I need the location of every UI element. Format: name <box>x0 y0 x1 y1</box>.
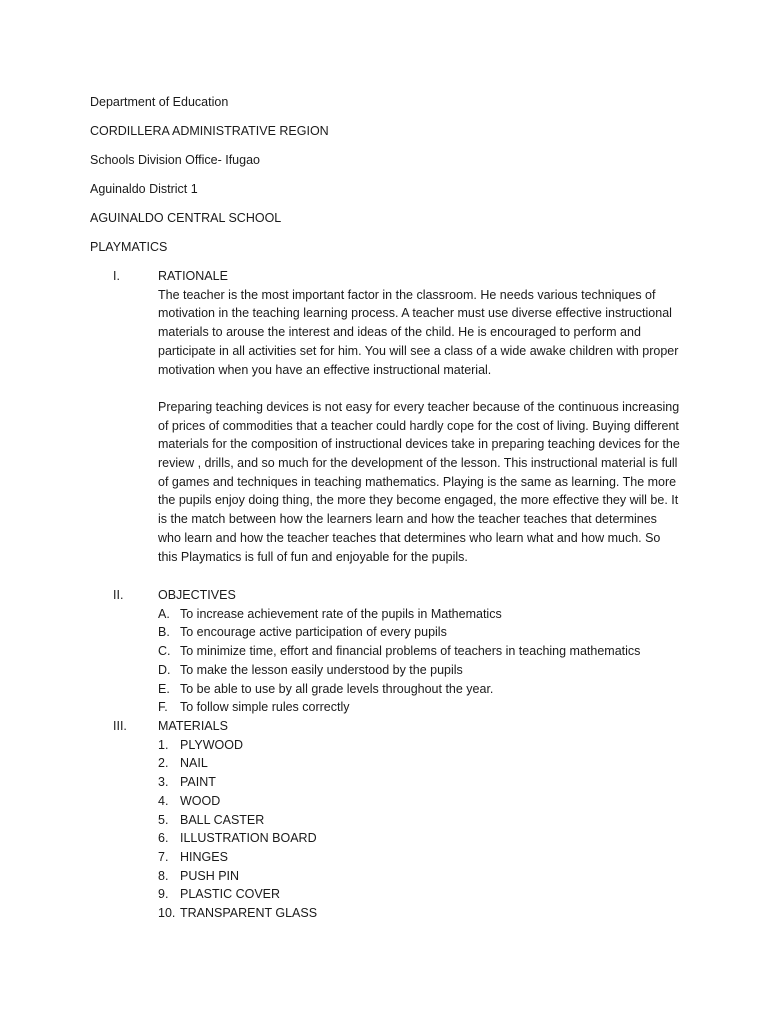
rationale-body <box>158 267 682 566</box>
document-title: PLAYMATICS <box>90 240 168 254</box>
material-text: TRANSPARENT GLASS <box>180 906 318 921</box>
material-marker: 10. <box>158 906 176 921</box>
objective-item <box>158 642 682 661</box>
material-marker: 1. <box>158 737 169 752</box>
material-item <box>158 867 682 886</box>
material-marker: 7. <box>158 849 169 864</box>
objective-text: To increase achievement rate of the pupils in Mathematics <box>180 606 502 621</box>
objective-item <box>158 698 682 717</box>
material-item <box>158 773 682 792</box>
objective-marker: B. <box>158 625 170 640</box>
material-marker: 2. <box>158 756 169 771</box>
material-marker: 5. <box>158 812 169 827</box>
department-line: Department of Education <box>90 95 229 109</box>
objective-item <box>158 623 682 642</box>
material-text: PUSH PIN <box>180 868 240 883</box>
objective-item <box>158 605 682 624</box>
material-item <box>158 811 682 830</box>
objective-text: To follow simple rules correctly <box>180 700 350 715</box>
material-marker: 6. <box>158 831 169 846</box>
region-line: CORDILLERA ADMINISTRATIVE REGION <box>90 124 329 138</box>
objective-marker: E. <box>158 681 170 696</box>
rationale-numeral: I. <box>113 269 120 283</box>
material-marker: 3. <box>158 775 169 790</box>
objective-item <box>158 680 682 699</box>
objective-text: To encourage active participation of every pupils <box>180 625 447 640</box>
material-item <box>158 736 682 755</box>
materials-numeral: III. <box>113 719 127 733</box>
materials-heading: MATERIALS <box>158 719 228 733</box>
paragraph-spacer <box>158 379 682 398</box>
material-text: WOOD <box>180 793 221 808</box>
material-text: PLASTIC COVER <box>180 887 281 902</box>
division-line: Schools Division Office- Ifugao <box>90 153 260 167</box>
rationale-paragraph-1: The teacher is the most important factor in the classroom. He needs various techniques of motivation in the teaching learning process. A teacher must use diverse effective instructional materials to arouse the interest and ideas of the child. He is encouraged to perform and participate in all activities set for him. You will see a class of a wide awake children with proper motivation when you have an effective instructional material. <box>158 287 679 377</box>
material-text: NAIL <box>180 756 208 771</box>
rationale-heading: RATIONALE <box>158 269 228 283</box>
objective-item <box>158 661 682 680</box>
school-line: AGUINALDO CENTRAL SCHOOL <box>90 211 282 225</box>
objectives-body <box>158 586 682 717</box>
objective-text: To minimize time, effort and financial problems of teachers in teaching mathematics <box>180 644 641 659</box>
objectives-list <box>158 605 682 717</box>
materials-list <box>158 736 682 923</box>
objectives-numeral: II. <box>113 588 124 602</box>
materials-body <box>158 717 682 923</box>
material-marker: 9. <box>158 887 169 902</box>
objective-marker: D. <box>158 662 171 677</box>
objective-text: To be able to use by all grade levels throughout the year. <box>180 681 494 696</box>
material-text: HINGES <box>180 849 228 864</box>
material-item <box>158 792 682 811</box>
material-text: ILLUSTRATION BOARD <box>180 831 317 846</box>
objective-marker: A. <box>158 606 170 621</box>
district-line: Aguinaldo District 1 <box>90 182 198 196</box>
material-text: PAINT <box>180 775 216 790</box>
objective-marker: F. <box>158 700 168 715</box>
material-item <box>158 885 682 904</box>
objectives-heading: OBJECTIVES <box>158 588 236 602</box>
material-item <box>158 904 682 923</box>
material-marker: 4. <box>158 793 169 808</box>
material-item <box>158 848 682 867</box>
objective-marker: C. <box>158 644 171 659</box>
objective-text: To make the lesson easily understood by the pupils <box>180 662 463 677</box>
material-marker: 8. <box>158 868 169 883</box>
material-item <box>158 754 682 773</box>
material-text: PLYWOOD <box>180 737 243 752</box>
rationale-paragraph-2: Preparing teaching devices is not easy for every teacher because of the continuous increasing of prices of commodities that a teacher could hardly cope for the cost of living. Buying different materials for the composition of instructional devices take in preparing teaching devices for the review , drills, and so much for the development of the lesson. This instructional material is full of games and techniques in teaching mathematics. Playing is the same as learning. The more the pupils enjoy doing thing, the more they become engaged, the more effective they will be. It is the match between how the learners learn and how the teacher teaches that determines who learn and how the teacher teaches that determines who learn what and how much. So this Playmatics is full of fun and enjoyable for the pupils. <box>158 399 680 564</box>
material-text: BALL CASTER <box>180 812 265 827</box>
material-item <box>158 829 682 848</box>
